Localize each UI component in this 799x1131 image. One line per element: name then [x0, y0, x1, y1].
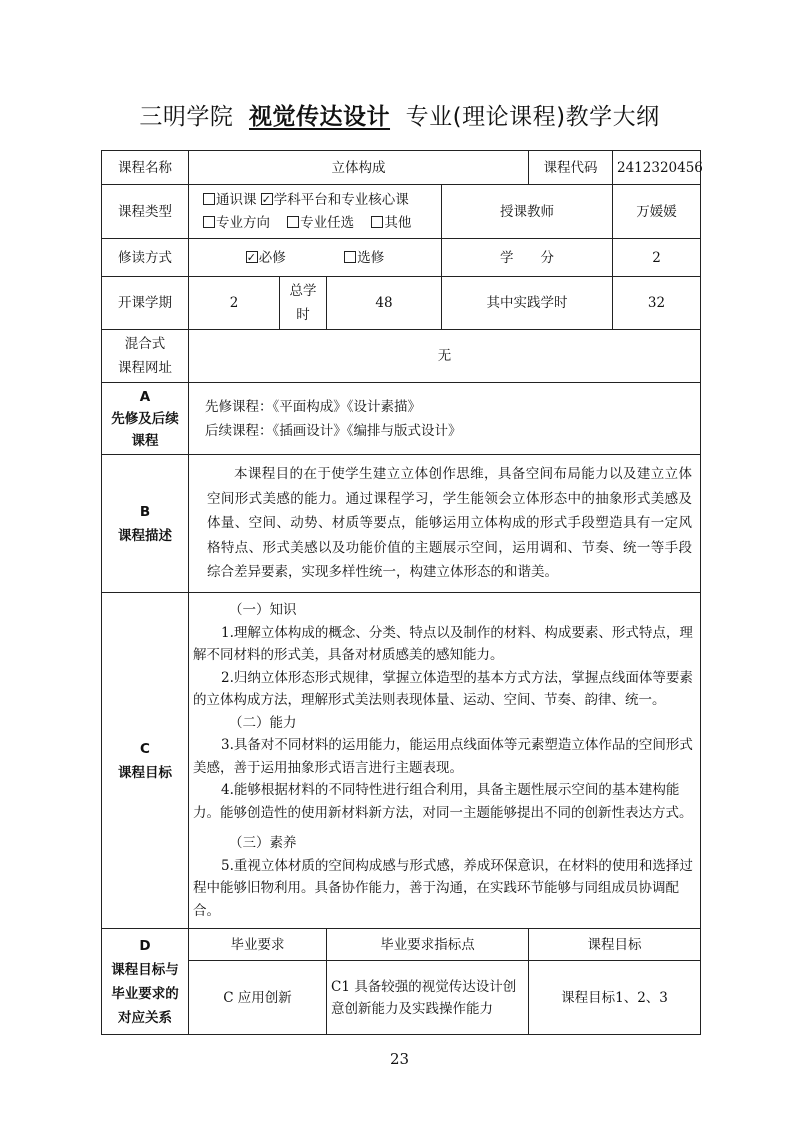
course-name-value: 立体构成 — [189, 151, 529, 185]
title-major: 视觉传达设计 — [249, 104, 391, 130]
course-url-value: 无 — [189, 330, 701, 383]
course-url-label: 混合式 课程网址 — [102, 330, 189, 383]
checkbox-checked-icon — [246, 251, 258, 263]
course-code-value: 2412320456 — [613, 151, 701, 185]
section-b-label: B 课程描述 — [102, 455, 189, 593]
course-objectives — [189, 593, 701, 929]
semester-label: 开课学期 — [102, 277, 189, 330]
credit-value: 2 — [613, 239, 701, 277]
row-study-mode — [102, 239, 701, 277]
row-course-name — [102, 151, 701, 185]
type-option-core[interactable]: ✓ 学科平台和专业核心课 — [261, 192, 409, 208]
study-mode-label: 修读方式 — [102, 239, 189, 277]
course-goal-header: 课程目标 — [529, 929, 701, 961]
objective-4: 4.能够根据材料的不同特性进行组合利用，具备主题性展示空间的基本建构能力。能够创造性的使用新材料新方法，对同一主题能够提出不同的创新性表达方式。 — [193, 782, 693, 821]
indicator-header: 毕业要求指标点 — [327, 929, 529, 961]
prerequisite-courses: 先修课程：《平面构成》《设计素描》 — [205, 398, 421, 415]
credit-label: 学 分 — [442, 239, 613, 277]
type-option-elective[interactable]: 专业任选 — [287, 215, 354, 231]
section-c-label: C 课程目标 — [102, 593, 189, 929]
checkbox-icon — [344, 251, 356, 263]
objective-heading-quality: （三）素养 — [229, 835, 297, 851]
section-d-label: D 课程目标与 毕业要求的 对应关系 — [102, 929, 189, 1035]
row-section-a — [102, 383, 701, 455]
title-prefix: 三明学院 — [139, 104, 234, 130]
graduation-requirement-value: C 应用创新 — [189, 961, 327, 1035]
total-hours-value: 48 — [327, 277, 442, 330]
row-course-type — [102, 185, 701, 239]
checkbox-icon — [371, 216, 383, 228]
title-suffix: 专业(理论课程)教学大纲 — [405, 104, 660, 130]
follow-up-courses: 后续课程：《插画设计》《编排与版式设计》 — [205, 422, 462, 439]
teacher-label: 授课教师 — [442, 185, 613, 239]
section-a-label: A 先修及后续 课程 — [102, 383, 189, 455]
practice-hours-label: 其中实践学时 — [442, 277, 613, 330]
mode-option-required[interactable]: ✓ 必修 — [246, 250, 286, 266]
row-section-d-data — [102, 961, 701, 1035]
total-hours-label: 总学时 — [280, 277, 327, 330]
checkbox-icon — [203, 216, 215, 228]
row-section-c — [102, 593, 701, 929]
teacher-value: 万媛媛 — [613, 185, 701, 239]
document-title — [0, 98, 799, 131]
checkbox-icon — [203, 193, 215, 205]
semester-value: 2 — [189, 277, 280, 330]
mode-option-optional[interactable]: 选修 — [344, 250, 384, 266]
checkbox-icon — [287, 216, 299, 228]
checkbox-checked-icon — [261, 193, 273, 205]
row-semester — [102, 277, 701, 330]
practice-hours-value: 32 — [613, 277, 701, 330]
syllabus-table — [101, 150, 701, 1035]
indicator-value: C1 具备较强的视觉传达设计创意创新能力及实践操作能力 — [327, 961, 529, 1035]
section-a-content — [189, 383, 701, 455]
type-option-other[interactable]: 其他 — [371, 215, 411, 231]
study-mode-options — [189, 239, 442, 277]
graduation-requirement-header: 毕业要求 — [189, 929, 327, 961]
course-type-label: 课程类型 — [102, 185, 189, 239]
type-option-direction[interactable]: 专业方向 — [203, 215, 270, 231]
course-description: 本课程目的在于使学生建立立体创作思维，具备空间布局能力以及建立立体空间形式美感的能力。通过课程学习，学生能领会立体形态中的抽象形式美感及体量、空间、动势、材质等要点，能够运用立体构成的形式手段塑造具有一定风格特点、形式美感以及功能价值的主题展示空间，运用调和、节奏、统一等手段综合差异要素，实现多样性统一，构建立体形态的和谐美。 — [189, 455, 701, 593]
row-section-d-header — [102, 929, 701, 961]
course-type-options — [189, 185, 442, 239]
objective-5: 5.重视立体材质的空间构成感与形式感，养成环保意识，在材料的使用和选择过程中能够旧物利用。具备协作能力，善于沟通，在实践环节能够与同组成员协调配合。 — [193, 857, 693, 919]
course-code-label: 课程代码 — [529, 151, 613, 185]
course-goal-value: 课程目标1、2、3 — [529, 961, 701, 1035]
objective-heading-ability: （二）能力 — [229, 714, 297, 731]
page-number: 23 — [389, 1050, 410, 1068]
row-section-b — [102, 455, 701, 593]
course-name-label: 课程名称 — [102, 151, 189, 185]
objective-2: 2.归纳立体形态形式规律，掌握立体造型的基本方式方法，掌握点线面体等要素的立体构成方法，理解形式美法则表现体量、运动、空间、节奏、韵律、统一。 — [193, 669, 693, 708]
row-course-url — [102, 330, 701, 383]
type-option-general[interactable]: 通识课 — [203, 192, 257, 208]
objective-1: 1.理解立体构成的概念、分类、特点以及制作的材料、构成要素、形式特点，理解不同材料的形式美，具备对材质感美的感知能力。 — [193, 624, 693, 663]
objective-3: 3.具备对不同材料的运用能力，能运用点线面体等元素塑造立体作品的空间形式美感，善于运用抽象形式语言进行主题表现。 — [193, 737, 693, 776]
objective-heading-knowledge: （一）知识 — [229, 602, 297, 618]
